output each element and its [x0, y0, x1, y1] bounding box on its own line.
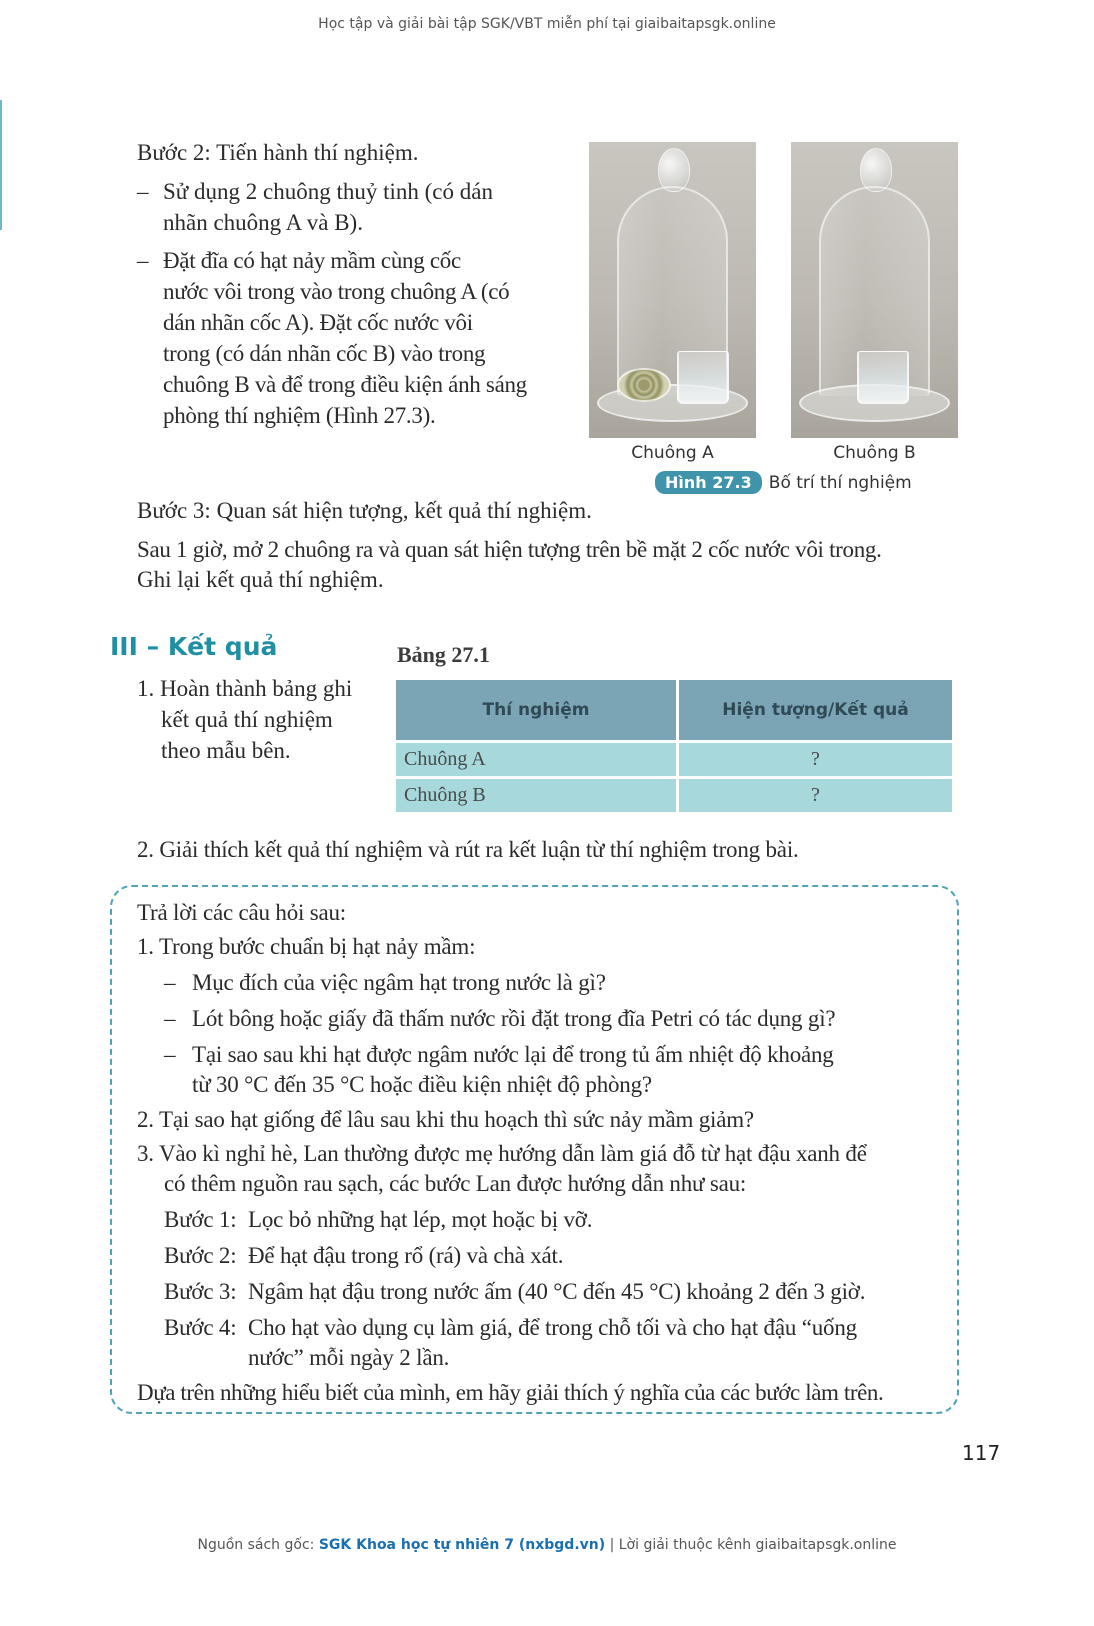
figure-caption: [655, 473, 912, 493]
table-cell: Chuông A: [396, 742, 678, 778]
step2-bullet2-line: chuông B và để trong điều kiện ánh sáng: [163, 372, 527, 397]
limewater-beaker: [677, 351, 729, 404]
method-step: [137, 1240, 937, 1276]
step3-text-line: Ghi lại kết quả thí nghiệm.: [137, 567, 384, 592]
bell-jar-b-photo: [791, 142, 958, 438]
step2-bullet1: [163, 176, 533, 238]
result-item-2: 2. Giải thích kết quả thí nghiệm và rút ra kết luận từ thí nghiệm trong bài.: [137, 837, 799, 862]
table-header-cell: Hiện tượng/Kết quả: [678, 680, 954, 742]
method-step: [137, 1204, 937, 1240]
table-header-cell: Thí nghiệm: [396, 680, 678, 742]
questions-closing: Dựa trên những hiểu biết của mình, em hãy giải thích ý nghĩa của các bước làm trên.: [137, 1380, 884, 1405]
step3-title: Bước 3: Quan sát hiện tượng, kết quả thí nghiệm.: [137, 498, 592, 523]
method-step-text: Để hạt đậu trong rổ (rá) và chà xát.: [248, 1243, 564, 1268]
figure-label-b: Chuông B: [833, 443, 916, 463]
footer: [0, 1537, 1094, 1553]
step3-text-line: Sau 1 giờ, mở 2 chuông ra và quan sát hiện tượng trên bề mặt 2 cốc nước vôi trong.: [137, 537, 882, 562]
step2-bullet2-line: nước vôi trong vào trong chuông A (có: [163, 279, 510, 304]
page-number: 117: [962, 1441, 1001, 1465]
questions-content: [137, 897, 937, 1408]
bullet-dash: –: [164, 970, 176, 995]
step2-bullet2-line: Đặt đĩa có hạt nảy mầm cùng cốc: [163, 248, 461, 273]
question-1a-text: Mục đích của việc ngâm hạt trong nước là gì?: [192, 970, 606, 995]
top-banner: Học tập và giải bài tập SGK/VBT miễn phí tại giaibaitapsgk.online: [318, 16, 776, 32]
question-1b: [137, 1003, 937, 1039]
step2-bullet2-line: dán nhãn cốc A). Đặt cốc nước vôi: [163, 310, 473, 335]
bullet-dash: –: [137, 248, 149, 273]
step2-bullet2-line: trong (có dán nhãn cốc B) vào trong: [163, 341, 486, 366]
table-cell: Chuông B: [396, 778, 678, 813]
step2-bullet2-line: phòng thí nghiệm (Hình 27.3).: [163, 403, 436, 428]
figure-label-a: Chuông A: [631, 443, 714, 463]
table-cell-answer: ?: [678, 742, 954, 778]
table-header-row: [396, 680, 954, 742]
method-step-text: Cho hạt vào dụng cụ làm giá, để trong chỗ tối và cho hạt đậu “uống: [248, 1315, 857, 1340]
table-title: Bảng 27.1: [397, 642, 490, 667]
method-step-text: Ngâm hạt đậu trong nước ấm (40 °C đến 45 °C) khoảng 2 đến 3 giờ.: [248, 1279, 866, 1304]
footer-source-link[interactable]: SGK Khoa học tự nhiên 7 (nxbgd.vn): [318, 1537, 606, 1553]
step2-bullet2: [163, 245, 535, 431]
bullet-dash: –: [137, 179, 149, 204]
bell-jar-a-photo: [589, 142, 756, 438]
questions-intro: Trả lời các câu hỏi sau:: [137, 900, 346, 925]
question-1a: [137, 967, 937, 1003]
result-item-1-line: theo mẫu bên.: [161, 738, 291, 763]
result-item-1-line: kết quả thí nghiệm: [161, 707, 333, 732]
question-3-line: 3. Vào kì nghỉ hè, Lan thường được mẹ hướng dẫn làm giá đỗ từ hạt đậu xanh để: [137, 1141, 867, 1166]
question-1c: [137, 1039, 937, 1104]
footer-prefix: Nguồn sách gốc:: [197, 1537, 315, 1553]
step2-title: Bước 2: Tiến hành thí nghiệm.: [137, 140, 419, 165]
result-item-1-line: 1. Hoàn thành bảng ghi: [137, 676, 353, 701]
step2-bullet1-line: Sử dụng 2 chuông thuỷ tinh (có dán: [163, 179, 493, 204]
question-3-line: có thêm nguồn rau sạch, các bước Lan được hướng dẫn như sau:: [164, 1171, 747, 1196]
question-1: 1. Trong bước chuẩn bị hạt nảy mầm:: [137, 934, 476, 959]
section-heading: III – Kết quả: [110, 632, 278, 661]
figure-caption-text: Bố trí thí nghiệm: [768, 473, 912, 493]
table-cell-answer: ?: [678, 778, 954, 813]
question-1b-text: Lót bông hoặc giấy đã thấm nước rồi đặt trong đĩa Petri có tác dụng gì?: [192, 1006, 836, 1031]
figure-badge: Hình 27.3: [655, 471, 762, 494]
method-step: [137, 1276, 937, 1312]
method-step-label: Bước 3:: [164, 1279, 237, 1304]
method-step-label: Bước 4:: [164, 1315, 237, 1340]
question-1c-line: Tại sao sau khi hạt được ngâm nước lại để trong tủ ấm nhiệt độ khoảng: [192, 1042, 834, 1067]
bullet-dash: –: [164, 1042, 176, 1067]
page-edge-marker: [0, 100, 2, 230]
limewater-beaker: [857, 351, 909, 404]
results-table: [396, 680, 955, 812]
result-item-1: [137, 673, 352, 766]
question-1c-line: từ 30 °C đến 35 °C hoặc điều kiện nhiệt độ phòng?: [192, 1072, 652, 1097]
question-2: 2. Tại sao hạt giống để lâu sau khi thu hoạch thì sức nảy mầm giảm?: [137, 1107, 754, 1132]
method-step-text: Lọc bỏ những hạt lép, mọt hoặc bị vỡ.: [248, 1207, 593, 1232]
method-step-label: Bước 1:: [164, 1207, 237, 1232]
bullet-dash: –: [164, 1006, 176, 1031]
petri-dish-seeds: [617, 368, 671, 402]
table-row: [396, 778, 954, 813]
footer-suffix: | Lời giải thuộc kênh giaibaitapsgk.online: [609, 1537, 897, 1553]
method-step-label: Bước 2:: [164, 1243, 237, 1268]
method-step: [137, 1312, 937, 1342]
table-row: [396, 742, 954, 778]
method-step-continuation: nước” mỗi ngày 2 lần.: [248, 1345, 450, 1370]
step2-bullet1-line: nhãn chuông A và B).: [163, 210, 363, 235]
